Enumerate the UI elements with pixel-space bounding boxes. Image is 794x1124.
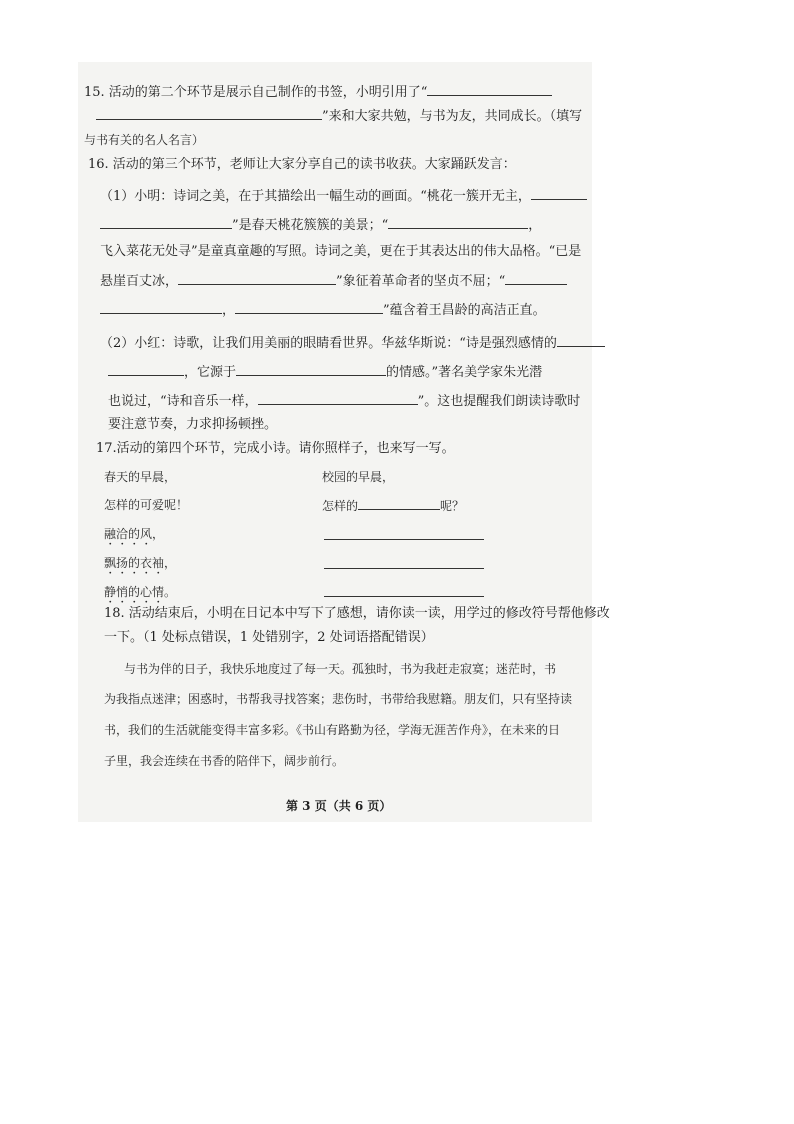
page-number: 第 3 页（共 6 页） (286, 799, 392, 813)
q18-passage-line-4: 子里，我会连续在书香的陪伴下，阔步前行。 (104, 754, 345, 768)
q15-line1 (84, 82, 552, 102)
q16-p1-line2 (100, 215, 541, 235)
q16-p2-text-1: （2）小红：诗歌，让我们用美丽的眼睛看世界。华兹华斯说：“诗是强烈感情的 (100, 336, 557, 351)
q16-blank-2[interactable] (100, 215, 232, 229)
q16-p2-line1 (100, 333, 605, 353)
q16-p1-text-4b: ”象征着革命者的坚贞不屈；“ (336, 274, 506, 289)
q17-blank-1[interactable] (358, 496, 440, 510)
q16-blank-8[interactable] (557, 333, 605, 347)
q16-p2-line3 (108, 391, 580, 411)
q16-p2-line2 (108, 362, 542, 382)
q17-right-title: 校园的早晨， (322, 470, 395, 484)
q17-right-text-b: 呢？ (440, 499, 465, 513)
q17-dotted-2: 飘扬的衣袖， (104, 556, 177, 570)
q17-dotted-3: 静悄的心情。 (104, 585, 177, 599)
q16-blank-7[interactable] (235, 300, 383, 314)
q16-p1-text-1: （1）小明：诗词之美，在于其描绘出一幅生动的画面。“桃花一簇开无主， (100, 189, 531, 204)
q16-p2-text-2a: ，它源于 (184, 365, 237, 380)
q15-text-1: 15. 活动的第二个环节是展示自己制作的书签，小明引用了“ (84, 85, 428, 100)
q16-blank-5[interactable] (505, 271, 567, 285)
q17-answer-line-1[interactable] (324, 539, 484, 540)
q15-blank-2[interactable] (96, 106, 322, 120)
q17-answer-line-3[interactable] (324, 596, 484, 597)
q15-text-2: ”来和大家共勉，与书为友，共同成长。（填写 (322, 109, 583, 124)
q15-line2 (96, 106, 582, 126)
q16-blank-6[interactable] (100, 300, 222, 314)
q18-passage-line-1: 与书为伴的日子，我快乐地度过了每一天。孤独时，书为我赶走寂寞；迷茫时，书 (124, 662, 557, 676)
q16-blank-10[interactable] (236, 362, 386, 376)
q15-line3: 与书有关的名人名言） (84, 133, 205, 147)
q16-p1-line3: 飞入菜花无处寻”是童真童趣的写照。诗词之美，更在于其表达出的伟大品格。“已是 (100, 244, 582, 259)
q16-p2-text-3b: ”。这也提醒我们朗读诗歌时 (417, 394, 581, 409)
q16-p2-text-2b: 的情感。”著名美学家朱光潜 (386, 365, 543, 380)
q16-blank-1[interactable] (531, 186, 587, 200)
q17-left-line-5 (104, 583, 176, 606)
q16-blank-11[interactable] (258, 391, 418, 405)
q16-p1-text-5b: ”蕴含着王昌龄的高洁正直。 (383, 303, 546, 318)
q15-blank-1[interactable] (427, 82, 552, 96)
q16-p1-line4 (100, 271, 567, 291)
q18-passage-line-3: 书，我们的生活就能变得丰富多彩。《书山有路勤为径，学海无涯苦作舟》，在未来的日 (104, 723, 561, 737)
q16-blank-9[interactable] (108, 362, 184, 376)
q16-p1-text-2a: ”是春天桃花簇簇的美景；“ (232, 218, 389, 233)
q18-passage-line-2: 为我指点迷津；困惑时，书帮我寻找答案；悲伤时，书带给我慰籍。朋友们，只有坚持读 (104, 692, 573, 706)
q16-p1-text-5a: ， (222, 303, 236, 318)
q16-p1-text-4a: 悬崖百丈冰， (100, 274, 179, 289)
q17-left-line-2: 怎样的可爱呢！ (104, 498, 189, 512)
q17-left-line-1: 春天的早晨， (104, 470, 177, 484)
q17-left-line-3 (104, 525, 164, 548)
q16-blank-3[interactable] (388, 215, 528, 229)
q18-line2: 一下。（1 处标点错误，1 处错别字，2 处词语搭配错误） (104, 630, 434, 645)
q16-p1-line1 (100, 186, 587, 206)
q16-p2-line4: 要注意节奏，力求抑扬顿挫。 (108, 417, 278, 432)
q16-intro: 16. 活动的第三个环节，老师让大家分享自己的读书收获。大家踊跃发言： (88, 157, 516, 172)
q16-p1-line5 (100, 300, 546, 320)
q17-left-line-4 (104, 554, 176, 577)
q16-p2-text-3a: 也说过，“诗和音乐一样， (108, 394, 258, 409)
q16-blank-4[interactable] (178, 271, 336, 285)
q17-prompt: 17.活动的第四个环节，完成小诗。请你照样子，也来写一写。 (96, 441, 455, 456)
q18-line1: 18. 活动结束后，小明在日记本中写下了感想，请你读一读，用学过的修改符号帮他修改 (104, 606, 610, 621)
q17-answer-line-2[interactable] (324, 568, 484, 569)
q17-right-line-2 (322, 496, 464, 515)
q16-p1-text-2b: ， (528, 218, 542, 233)
q17-dotted-1: 融洽的风， (104, 527, 165, 541)
q17-right-text-a: 怎样的 (322, 499, 359, 513)
